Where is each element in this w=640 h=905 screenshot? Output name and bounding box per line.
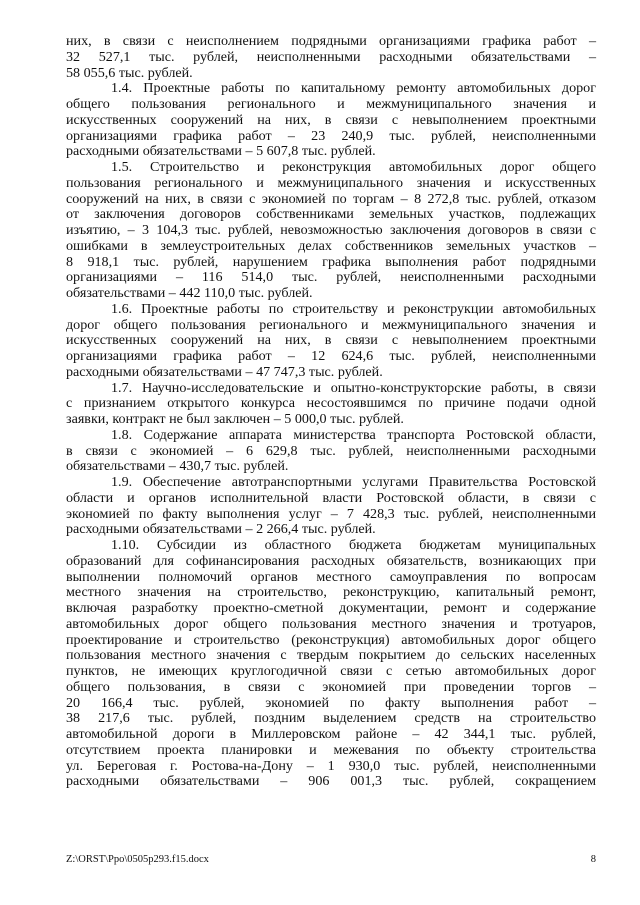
text-line: расходными обязательствами – 5 607,8 тыс. рублей.	[66, 143, 376, 160]
text-line: 8 918,1 тыс. рублей, нарушением графика выполнения работ подрядными	[66, 253, 596, 270]
text-line: автомобильных дорог общего пользования местного значения и тротуаров,	[66, 615, 596, 632]
text-line: выполнении полномочий органов местного самоуправления по вопросам	[66, 568, 596, 585]
text-line: расходными обязательствами – 47 747,3 тыс. рублей.	[66, 363, 383, 380]
text-line: 1.5. Строительство и реконструкция автомобильных дорог общего	[111, 159, 596, 175]
text-line: организациями – 116 514,0 тыс. рублей, неисполненными расходными	[66, 269, 596, 286]
text-line: 20 166,4 тыс. рублей, экономией по факту выполнения работ –	[66, 694, 596, 711]
text-line: в связи с экономией – 6 629,8 тыс. рублей, неисполненными расходными	[66, 442, 596, 459]
text-line: отсутствием проекта планировки и межевания по объекту строительства	[66, 741, 596, 758]
text-line: 1.9. Обеспечение автотранспортными услугами Правительства Ростовской	[111, 474, 596, 490]
text-line: 1.7. Научно-исследовательские и опытно-конструкторские работы, в связи	[111, 379, 596, 396]
paragraph-1-6	[66, 302, 596, 381]
text-line: с признанием открытого конкурса несостоявшимся по причине подачи одной	[66, 395, 596, 412]
text-line: образований для софинансирования расходных обязательств, возникающих при	[66, 552, 596, 569]
document-body	[66, 34, 596, 790]
text-line: них, в связи с неисполнением подрядными организациями графика работ –	[66, 33, 596, 49]
text-line: ошибками в землеустроительных делах собственников земельных участков –	[66, 237, 596, 254]
text-line: экономией по факту выполнения услуг – 7 428,3 тыс. рублей, неисполненными	[66, 505, 596, 522]
text-line: расходными обязательствами – 2 266,4 тыс. рублей.	[66, 521, 376, 538]
text-line: 1.4. Проектные работы по капитальному ремонту автомобильных дорог	[111, 80, 596, 97]
paragraph-continuation	[66, 34, 596, 81]
text-line: включая разработку проектно-сметной документации, ремонт и содержание	[66, 600, 596, 616]
text-line: расходными обязательствами – 906 001,3 тыс. рублей, сокращением	[66, 773, 596, 790]
text-line: изъятию, – 3 104,3 тыс. рублей, невозможностью заключения договоров в связи с	[66, 222, 596, 238]
text-line: пользования регионального и межмуниципального значения и искусственных	[66, 174, 596, 191]
text-line: ул. Береговая г. Ростова-на-Дону – 1 930,0 тыс. рублей, неисполненными	[66, 757, 596, 774]
text-line: обязательствами – 430,7 тыс. рублей.	[66, 458, 289, 475]
text-line: искусственных сооружений на них, в связи с невыполнением проектными	[66, 111, 596, 128]
text-line: общего пользования, в связи с экономией при проведении торгов –	[66, 678, 596, 695]
text-line: пунктов, не имеющих круглогодичной связи с сетью автомобильных дорог	[66, 663, 596, 679]
paragraph-1-10	[66, 538, 596, 790]
page-number: 8	[590, 854, 596, 865]
footer-file-path: Z:\ORST\Ppo\0505p293.f15.docx	[66, 854, 209, 865]
text-line: 1.6. Проектные работы по строительству и реконструкции автомобильных	[111, 300, 596, 317]
text-line: 1.10. Субсидии из областного бюджета бюджетам муниципальных	[111, 537, 596, 553]
text-line: 1.8. Содержание аппарата министерства транспорта Ростовской области,	[111, 426, 596, 443]
text-line: автомобильной дороги в Миллеровском районе – 42 344,1 тыс. рублей,	[66, 726, 596, 742]
text-line: общего пользования регионального и межмуниципального значения и	[66, 96, 596, 112]
text-line: пользования местного значения с твердым покрытием до сельских населенных	[66, 647, 596, 664]
text-line: обязательствами – 442 110,0 тыс. рублей.	[66, 285, 313, 301]
text-line: местного значения на строительство, реконструкцию, капитальный ремонт,	[66, 584, 596, 601]
text-line: сооружений на них, в связи с экономией по торгам – 8 272,8 тыс. рублей, отказом	[66, 190, 596, 207]
text-line: дорог общего пользования регионального и межмуниципального значения и	[66, 316, 596, 333]
paragraph-1-7	[66, 381, 596, 428]
paragraph-1-4	[66, 81, 596, 160]
text-line: организациями графика работ – 12 624,6 тыс. рублей, неисполненными	[66, 348, 596, 364]
text-line: 58 055,6 тыс. рублей.	[66, 64, 193, 81]
text-line: проектирование и строительство (реконструкция) автомобильных дорог общего	[66, 631, 596, 648]
text-line: 38 217,6 тыс. рублей, поздним выделением средств на строительство	[66, 710, 596, 727]
paragraph-1-5	[66, 160, 596, 302]
text-line: организациями графика работ – 23 240,9 тыс. рублей, неисполненными	[66, 127, 596, 144]
paragraph-1-9	[66, 475, 596, 538]
text-line: искусственных сооружений на них, в связи с невыполнением проектными	[66, 332, 596, 349]
text-line: от заключения договоров собственниками земельных участков, подлежащих	[66, 206, 596, 223]
text-line: заявки, контракт не был заключен – 5 000,0 тыс. рублей.	[66, 411, 404, 427]
text-line: области и органов исполнительной власти Ростовской области, в связи с	[66, 489, 596, 506]
paragraph-1-8	[66, 428, 596, 475]
text-line: 32 527,1 тыс. рублей, неисполненными расходными обязательствами –	[66, 48, 596, 65]
